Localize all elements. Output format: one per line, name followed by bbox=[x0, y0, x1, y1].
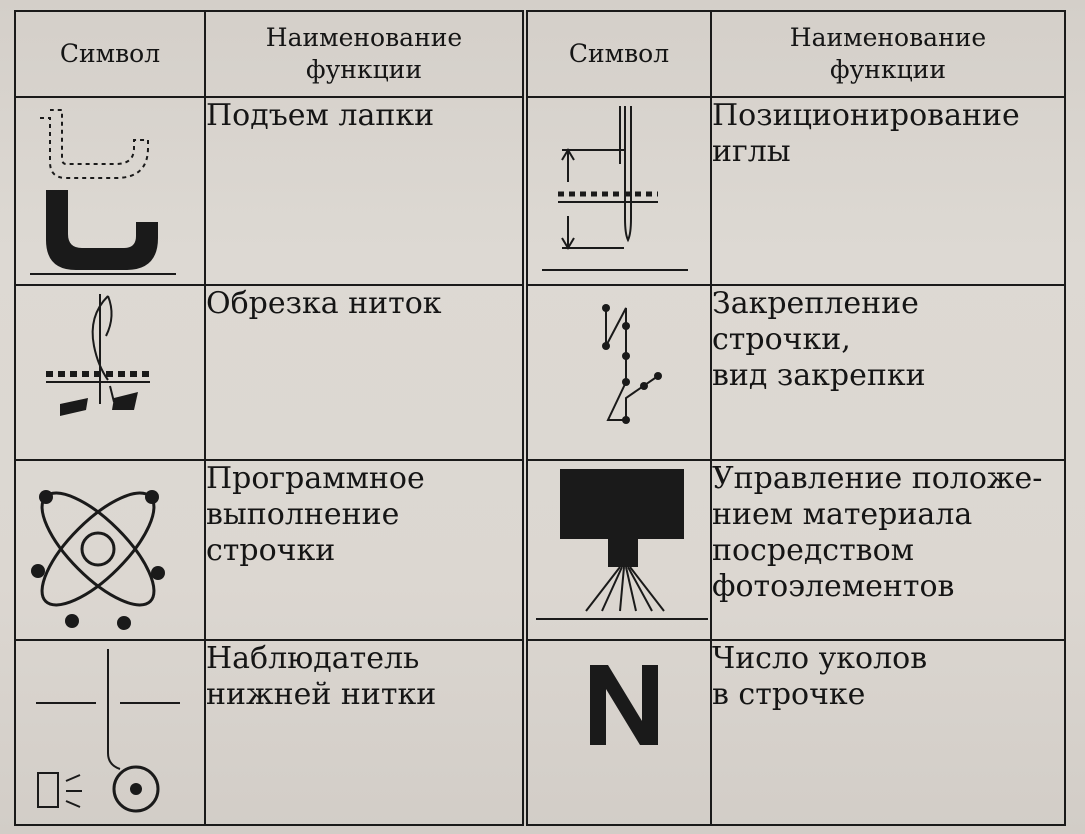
symbol-cell bbox=[15, 97, 205, 285]
function-name: Обрезка ниток bbox=[206, 286, 442, 321]
function-name: Закрепление строчки, bbox=[712, 286, 919, 357]
symbol-cell bbox=[525, 285, 711, 460]
symbol-cell bbox=[15, 285, 205, 460]
function-cell bbox=[711, 460, 1065, 640]
function-cell bbox=[711, 97, 1065, 285]
header-function-line2: функции bbox=[830, 55, 946, 84]
function-cell bbox=[711, 285, 1065, 460]
function-name: фотоэлементов bbox=[712, 569, 955, 604]
function-name: нижней нитки bbox=[206, 677, 437, 712]
table-row bbox=[15, 97, 1065, 285]
function-name: выполнение строчки bbox=[206, 497, 400, 568]
table-row bbox=[15, 285, 1065, 460]
function-name: Позиционирование bbox=[712, 98, 1020, 133]
function-name: нием материала bbox=[712, 497, 973, 532]
photocell-control-icon bbox=[528, 461, 712, 637]
stitch-count-N-icon bbox=[528, 641, 712, 823]
function-cell bbox=[205, 460, 525, 640]
function-name: Подъем лапки bbox=[206, 98, 435, 133]
function-name: Наблюдатель bbox=[206, 641, 420, 676]
symbol-cell bbox=[525, 640, 711, 825]
header-symbol-left: Символ bbox=[15, 11, 205, 97]
header-symbol-right: Символ bbox=[525, 11, 711, 97]
symbol-cell bbox=[525, 97, 711, 285]
function-cell bbox=[711, 640, 1065, 825]
header-function-line1: Наименование bbox=[265, 23, 463, 52]
symbol-cell bbox=[15, 640, 205, 825]
function-cell bbox=[205, 640, 525, 825]
bobbin-thread-monitor-icon bbox=[16, 641, 204, 823]
function-name: вид закрепки bbox=[712, 358, 926, 393]
table-row bbox=[15, 460, 1065, 640]
needle-positioning-icon bbox=[528, 98, 712, 284]
function-cell bbox=[205, 285, 525, 460]
stitch-backtack-icon bbox=[528, 286, 712, 458]
symbols-table bbox=[14, 10, 1066, 826]
function-name: Число уколов bbox=[712, 641, 928, 676]
function-cell bbox=[205, 97, 525, 285]
function-name: иглы bbox=[712, 134, 791, 169]
atom-program-icon bbox=[16, 461, 204, 637]
presser-foot-lift-icon bbox=[16, 98, 204, 284]
symbol-cell bbox=[525, 460, 711, 640]
header-row bbox=[15, 11, 1065, 97]
function-name: в строчке bbox=[712, 677, 866, 712]
function-name: Программное bbox=[206, 461, 425, 496]
header-function-line2: функции bbox=[306, 55, 422, 84]
header-function-right bbox=[711, 11, 1065, 97]
header-function-left bbox=[205, 11, 525, 97]
header-function-line1: Наименование bbox=[789, 23, 987, 52]
thread-trimming-icon bbox=[16, 286, 204, 458]
symbol-cell bbox=[15, 460, 205, 640]
function-name: Управление положе- bbox=[712, 461, 1043, 496]
table-row bbox=[15, 640, 1065, 825]
function-name: посредством bbox=[712, 533, 914, 568]
